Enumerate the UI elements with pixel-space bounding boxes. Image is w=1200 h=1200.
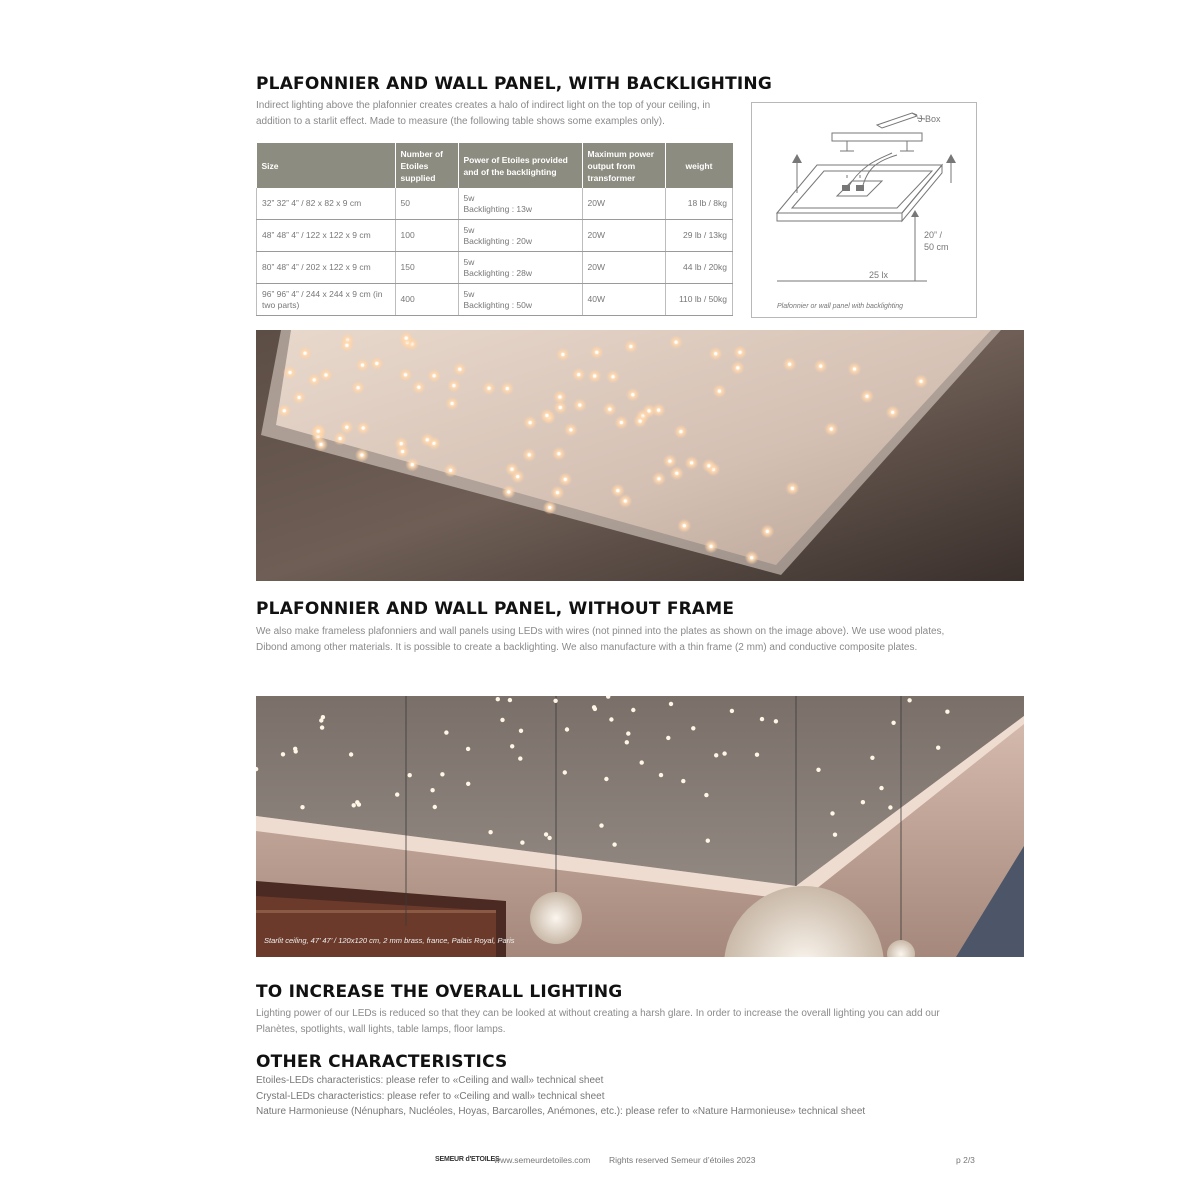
led-star-core [750, 556, 753, 559]
table-row [257, 220, 733, 252]
ceiling-star [704, 793, 708, 797]
led-star-core [345, 426, 348, 429]
cell-weight: 18 lb / 8kg [665, 188, 733, 220]
ceiling-star [640, 760, 644, 764]
led-star-core [452, 384, 455, 387]
led-star-core [411, 463, 414, 466]
header-power: Power of Etoiles provided and of the backlighting [458, 143, 582, 188]
led-star-core [458, 368, 461, 371]
starlit-ceiling-photo [256, 696, 1024, 957]
led-star-core [362, 426, 365, 429]
led-star-core [324, 373, 327, 376]
led-star-core [298, 396, 301, 399]
characteristics-list [256, 1073, 956, 1120]
led-star-core [891, 411, 894, 414]
led-star-core [451, 402, 454, 405]
cell-size: 32” 32” 4” / 82 x 82 x 9 cm [257, 188, 396, 220]
ceiling-star [408, 773, 412, 777]
led-star-core [668, 460, 671, 463]
ceiling-star [730, 709, 734, 713]
ceiling-star [669, 702, 673, 706]
led-star-core [317, 430, 320, 433]
led-star-core [559, 406, 562, 409]
cell-backlight-value: Backlighting : 50w [463, 299, 533, 310]
led-star-core [657, 409, 660, 412]
led-star-core [718, 390, 721, 393]
ceiling-star [722, 751, 726, 755]
led-star-core [558, 395, 561, 398]
cell-number: 400 [395, 284, 458, 316]
led-star-core [766, 530, 769, 533]
cell-number: 50 [395, 188, 458, 220]
ceiling-star [508, 698, 512, 702]
led-star-core [690, 461, 693, 464]
header-size: Size [257, 143, 396, 188]
led-star-core [679, 430, 682, 433]
header-number: Number of Etoiles supplied [395, 143, 458, 188]
cell-backlight-value: Backlighting : 28w [463, 267, 533, 278]
led-star-core [339, 437, 342, 440]
brand-logo: SEMEUR d'ETOILES [435, 1156, 500, 1163]
led-star-core [707, 464, 710, 467]
list-item: Nature Harmonieuse (Nénuphars, Nucléoles, Hoyas, Barcarolles, Anémones, etc.): please refer to «Nature Harmonieuse» technical sheet [256, 1106, 866, 1117]
ceiling-star [321, 715, 325, 719]
led-star-core [561, 353, 564, 356]
led-star-core [487, 387, 490, 390]
cell-max-power: 20W [582, 252, 665, 284]
footer-website: www.semeurdetoiles.com [494, 1155, 591, 1165]
ceiling-star [936, 746, 940, 750]
led-star-core [620, 421, 623, 424]
led-star-core [593, 374, 596, 377]
ceiling-star [666, 736, 670, 740]
led-star-core [516, 475, 519, 478]
diagram-jbox-label: J Box [918, 114, 941, 124]
section-text-backlighting: Indirect lighting above the plafonnier creates creates a halo of indirect light on the top of your ceiling, in addition to a starlit effect. Made to measure (the following table shows some examples only). [256, 100, 711, 127]
ceiling-star [833, 833, 837, 837]
cell-power-value: 5w [463, 224, 475, 235]
header-max-power: Maximum power output from transformer [582, 143, 665, 188]
ceiling-star [466, 782, 470, 786]
led-star-core [405, 337, 408, 340]
led-star-core [288, 371, 291, 374]
ceiling-star [691, 726, 695, 730]
ceiling-star [830, 811, 834, 815]
ceiling-star [519, 729, 523, 733]
ceiling-star [888, 805, 892, 809]
diagram-lux-label: 25 lx [869, 270, 889, 280]
ceiling-star [510, 744, 514, 748]
ceiling-star [861, 800, 865, 804]
led-star-core [629, 345, 632, 348]
ceiling-star [625, 740, 629, 744]
cell-size: 80” 48” 4” / 202 x 122 x 9 cm [257, 252, 396, 284]
led-star-core [616, 489, 619, 492]
ceiling-star [496, 697, 500, 701]
diagram-drawing [752, 103, 976, 317]
led-star-core [631, 393, 634, 396]
led-star-core [557, 452, 560, 455]
led-star-core [417, 386, 420, 389]
ceiling-star [281, 752, 285, 756]
ceiling-star [293, 747, 297, 751]
ceiling-star [755, 753, 759, 757]
section-text-overall-lighting: Lighting power of our LEDs is reduced so that they can be looked at without creating a harsh glare. In order to increase the overall lighting you can add our Planètes, spotlights, wall lights, table lamps, floor lamps. [256, 1008, 940, 1035]
header-weight: weight [665, 143, 733, 188]
cell-weight: 29 lb / 13kg [665, 220, 733, 252]
led-star-core [426, 438, 429, 441]
ceiling-star [612, 842, 616, 846]
photo-caption: Starlit ceiling, 47’ 47’ / 120x120 cm, 2 mm brass, france, Palais Royal, Paris [264, 936, 515, 945]
led-star-core [345, 344, 348, 347]
cell-power-value: 5w [463, 288, 475, 299]
led-star-core [830, 427, 833, 430]
cell-backlight-value: Backlighting : 13w [463, 203, 533, 214]
led-star-core [360, 454, 363, 457]
ceiling-star [891, 721, 895, 725]
table-row [257, 284, 733, 316]
led-star-core [624, 499, 627, 502]
cell-max-power: 40W [582, 284, 665, 316]
led-star-core [675, 341, 678, 344]
ceiling-star [774, 719, 778, 723]
led-star-core [375, 362, 378, 365]
cell-power [458, 252, 582, 284]
cell-power-value: 5w [463, 192, 475, 203]
starlit-ceiling-image [256, 696, 1024, 957]
cell-backlight-value: Backlighting : 20w [463, 235, 533, 246]
led-star-core [819, 365, 822, 368]
ceiling-star [520, 840, 524, 844]
ceiling-star [879, 786, 883, 790]
ceiling-star [714, 753, 718, 757]
ceiling-star [518, 756, 522, 760]
led-star-core [506, 387, 509, 390]
led-star-core [738, 351, 741, 354]
spec-table [256, 143, 733, 316]
cell-size: 48” 48” 4” / 122 x 122 x 9 cm [257, 220, 396, 252]
led-star-core [578, 404, 581, 407]
led-star-core [510, 468, 513, 471]
ceiling-star [300, 805, 304, 809]
led-star-core [657, 477, 660, 480]
ceiling-star [355, 800, 359, 804]
ceiling-star [604, 777, 608, 781]
ceiling-star [563, 770, 567, 774]
backlighting-diagram [751, 102, 977, 318]
led-star-core [449, 469, 452, 472]
section-title-backlighting: PLAFONNIER AND WALL PANEL, WITH BACKLIGHTING [256, 74, 772, 94]
backlit-panel-photo [256, 330, 1024, 581]
ceiling-star [907, 698, 911, 702]
led-star-core [714, 352, 717, 355]
cell-power-value: 5w [463, 256, 475, 267]
cell-power [458, 284, 582, 316]
led-star-core [611, 375, 614, 378]
cell-number: 100 [395, 220, 458, 252]
led-star-core [639, 420, 642, 423]
ceiling-star [626, 731, 630, 735]
led-star-core [683, 524, 686, 527]
list-item: Crystal-LEDs characteristics: please refer to «Ceiling and wall» technical sheet [256, 1090, 605, 1102]
led-star-core [736, 366, 739, 369]
ceiling-star [547, 836, 551, 840]
led-star-core [788, 363, 791, 366]
ceiling-star [488, 830, 492, 834]
led-star-core [400, 442, 403, 445]
ceiling-star [444, 730, 448, 734]
led-star-core [595, 351, 598, 354]
diagram-caption: Plafonnier or wall panel with backlighting [777, 303, 904, 310]
section-title-other-characteristics: OTHER CHARACTERISTICS [256, 1052, 508, 1072]
table-row [257, 252, 733, 284]
led-star-core [710, 545, 713, 548]
led-star-core [357, 386, 360, 389]
ceiling-star [945, 710, 949, 714]
diagram-height-label-cm: 50 cm [924, 242, 949, 252]
led-star-core [433, 374, 436, 377]
ceiling-star [349, 752, 353, 756]
ceiling-star [593, 707, 597, 711]
ceiling-star [706, 839, 710, 843]
ceiling-star [320, 725, 324, 729]
led-star-core [529, 421, 532, 424]
section-title-without-frame: PLAFONNIER AND WALL PANEL, WITHOUT FRAME [256, 599, 735, 619]
cell-number: 150 [395, 252, 458, 284]
led-star-core [528, 453, 531, 456]
ceiling-star [440, 772, 444, 776]
table-row [257, 188, 733, 220]
led-star-core [675, 472, 678, 475]
ceiling-star [870, 756, 874, 760]
led-star-core [564, 478, 567, 481]
led-star-core [577, 373, 580, 376]
ceiling-star [599, 823, 603, 827]
list-item: Etoiles-LEDs characteristics: please refer to «Ceiling and wall» technical sheet [256, 1075, 604, 1086]
led-star-core [791, 487, 794, 490]
ceiling-star [553, 699, 557, 703]
ceiling-star [544, 832, 548, 836]
diagram-height-label: 20” / [924, 230, 943, 240]
led-star-core [608, 408, 611, 411]
cell-power [458, 188, 582, 220]
section-text-without-frame: We also make frameless plafonniers and wall panels using LEDs with wires (not pinned into the plates as shown on the image above). We use wood plates, Dibond among other materials. It is possible to create a backlighting. We also manufacture with a thin frame (2 mm) and conductive composite plates. [256, 626, 945, 653]
led-star-core [313, 378, 316, 381]
led-star-core [404, 373, 407, 376]
ceiling-star [565, 727, 569, 731]
ceiling-star [352, 803, 356, 807]
led-star-core [569, 428, 572, 431]
led-star-core [303, 352, 306, 355]
led-star-core [361, 364, 364, 367]
ceiling-star [433, 805, 437, 809]
led-star-core [556, 491, 559, 494]
led-star-core [865, 395, 868, 398]
footer-rights: Rights reserved Semeur d’étoiles 2023 [609, 1155, 756, 1165]
backlit-panel-image [256, 330, 1024, 581]
ceiling-star [500, 718, 504, 722]
section-title-overall-lighting: TO INCREASE THE OVERALL LIGHTING [256, 982, 623, 1002]
cell-max-power: 20W [582, 220, 665, 252]
led-star-core [548, 506, 551, 509]
ceiling-star [609, 717, 613, 721]
ceiling-star [659, 773, 663, 777]
led-star-core [319, 443, 322, 446]
ceiling-star [760, 717, 764, 721]
led-star-core [919, 380, 922, 383]
ceiling-star [430, 788, 434, 792]
table-header-row [257, 143, 733, 188]
cell-weight: 44 lb / 20kg [665, 252, 733, 284]
cell-power [458, 220, 582, 252]
ceiling-star [631, 708, 635, 712]
led-star-core [853, 367, 856, 370]
ceiling-star [395, 792, 399, 796]
cell-size: 96” 96” 4” / 244 x 244 x 9 cm (in two parts) [257, 284, 396, 316]
cell-weight: 110 lb / 50kg [665, 284, 733, 316]
cell-max-power: 20W [582, 188, 665, 220]
ceiling-star [681, 779, 685, 783]
page-number: p 2/3 [956, 1155, 975, 1165]
ceiling-star [816, 768, 820, 772]
led-star-core [507, 490, 510, 493]
led-star-core [545, 414, 548, 417]
led-star-core [283, 409, 286, 412]
ceiling-star [466, 747, 470, 751]
